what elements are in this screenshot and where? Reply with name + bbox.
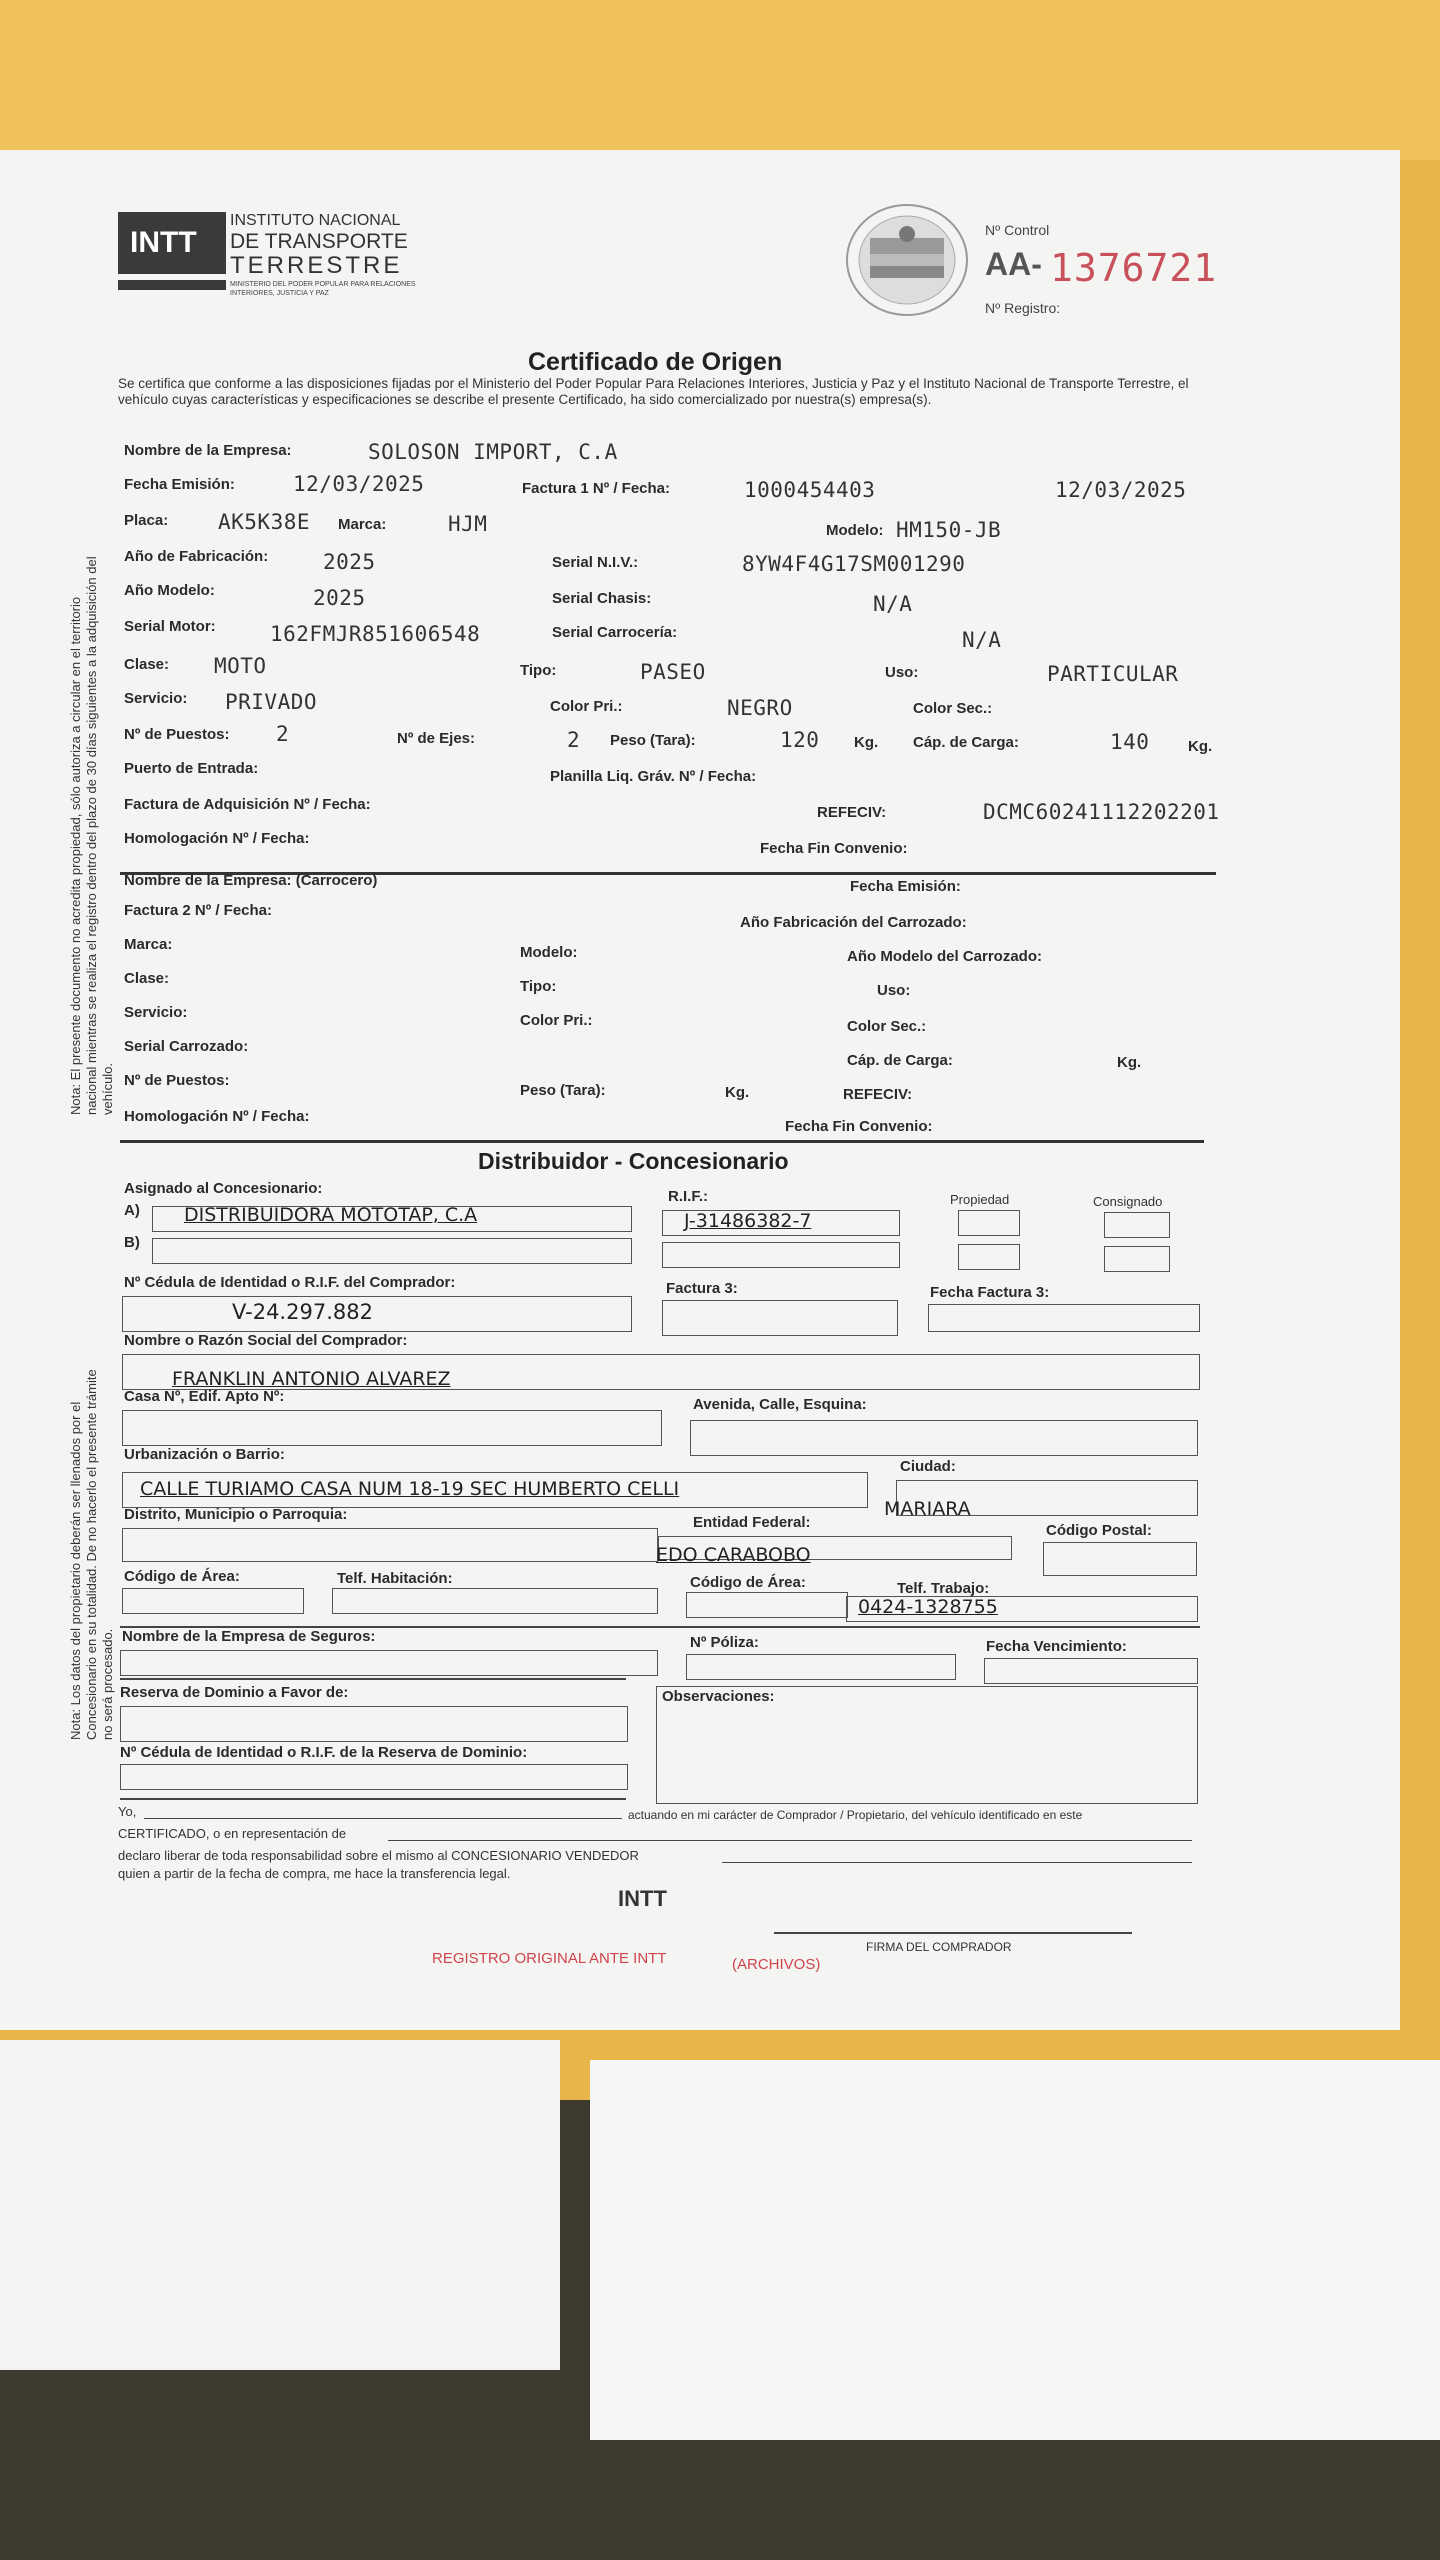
- urbanizacion-label: Urbanización o Barrio:: [124, 1446, 285, 1463]
- certificate-document: [0, 150, 1400, 2030]
- concesionario-b-field[interactable]: [152, 1238, 632, 1264]
- side-note-2: Nota: Los datos del propietario deberán ser llenados por el Concesionario en su totalidad. De no hacerlo el presente trámite no será procesado.: [68, 1369, 115, 1740]
- carrocero-color-pri-label: Color Pri.:: [520, 1012, 593, 1029]
- rif-b-field[interactable]: [662, 1242, 900, 1268]
- side-note-1: Nota: El presente documento no acredita propiedad, sólo autoriza a circular en el territorio nacional mientras se realiza el registro dentro del plazo de 30 días siguientes a la adquisición del vehículo.: [68, 556, 115, 1115]
- placa-value: AK5K38E: [218, 510, 311, 534]
- fin-convenio-label: Fecha Fin Convenio:: [760, 840, 908, 857]
- firma-label: FIRMA DEL COMPRADOR: [866, 1940, 1012, 1954]
- distrito-label: Distrito, Municipio o Parroquia:: [124, 1506, 348, 1523]
- peso-label: Peso (Tara):: [610, 732, 696, 749]
- yo-line: [144, 1818, 622, 1819]
- institute-line3: TERRESTRE: [230, 252, 403, 279]
- avenida-label: Avenida, Calle, Esquina:: [693, 1396, 867, 1413]
- fecha-factura3-field[interactable]: [928, 1304, 1200, 1332]
- factura1-fecha-value: 12/03/2025: [1055, 478, 1187, 502]
- fecha-emision-label: Fecha Emisión:: [124, 476, 235, 493]
- intro-text: Se certifica que conforme a las disposiciones fijadas por el Ministerio del Poder Popular Para Relaciones Interiores, Justicia y Paz y el Instituto Nacional de Transporte Terrestre, el vehículo cuyas características y especificaciones se describe el presente Certificado, ha sido comercializado por nuestra(s) empresa(s).: [118, 376, 1189, 407]
- page-title: Certificado de Origen: [528, 348, 783, 376]
- carrocero-anio-modelo-label: Año Modelo del Carrozado:: [847, 948, 1042, 965]
- row-b-label: B): [124, 1234, 140, 1251]
- carga-label: Cáp. de Carga:: [913, 734, 1019, 751]
- carga-kg: Kg.: [1188, 738, 1213, 755]
- codigo-postal-field[interactable]: [1043, 1542, 1197, 1576]
- consignado-b-checkbox[interactable]: [1104, 1246, 1170, 1272]
- section-divider-2: [120, 1140, 1204, 1143]
- propiedad-label: Propiedad: [950, 1192, 1010, 1207]
- entidad-label: Entidad Federal:: [693, 1514, 811, 1531]
- color-pri-label: Color Pri.:: [550, 698, 623, 715]
- telf-hab-label: Telf. Habitación:: [337, 1570, 453, 1587]
- puestos-value: 2: [276, 722, 290, 746]
- vencimiento-label: Fecha Vencimiento:: [986, 1638, 1127, 1655]
- avenida-field[interactable]: [690, 1420, 1198, 1456]
- concesionario-a-value: DISTRIBUIDORA MOTOTAP, C.A: [184, 1204, 478, 1226]
- factura1-label: Factura 1 Nº / Fecha:: [522, 480, 671, 497]
- ciudad-value: MARIARA: [884, 1498, 971, 1520]
- rif-a-value: J-31486382-7: [684, 1210, 812, 1232]
- declaration-line2: CERTIFICADO, o en representación de: [118, 1826, 347, 1841]
- carrocero-puestos-label: Nº de Puestos:: [124, 1072, 230, 1089]
- registro-label: Nº Registro:: [985, 300, 1061, 316]
- carrocero-homologacion-label: Homologación Nº / Fecha:: [124, 1108, 310, 1125]
- cedula-field[interactable]: [122, 1296, 632, 1332]
- carrocero-anio-fab-label: Año Fabricación del Carrozado:: [740, 914, 967, 931]
- carrocero-empresa-label: Nombre de la Empresa: (Carrocero): [124, 872, 378, 889]
- empresa-label: Nombre de la Empresa:: [124, 442, 292, 459]
- declaration-line1-end: actuando en mi carácter de Comprador / Propietario, del vehículo identificado en este: [628, 1808, 1083, 1822]
- carrocero-refeciv-label: REFECIV:: [843, 1086, 913, 1103]
- carrocero-carga-label: Cáp. de Carga:: [847, 1052, 953, 1069]
- poliza-label: Nº Póliza:: [690, 1634, 759, 1651]
- declaration-line4: quien a partir de la fecha de compra, me hace la transferencia legal.: [118, 1866, 511, 1881]
- serial-motor-value: 162FMJR851606548: [270, 622, 481, 646]
- codigo-area-field[interactable]: [122, 1588, 304, 1614]
- anio-modelo-value: 2025: [313, 586, 366, 610]
- carrocero-uso-label: Uso:: [877, 982, 911, 999]
- codigo-area2-field[interactable]: [686, 1592, 848, 1618]
- carrocero-color-sec-label: Color Sec.:: [847, 1018, 927, 1035]
- codigo-area2-label: Código de Área:: [690, 1574, 806, 1591]
- carrocero-modelo-label: Modelo:: [520, 944, 578, 961]
- carrocero-peso-label: Peso (Tara):: [520, 1082, 606, 1099]
- cedula-reserva-field[interactable]: [120, 1764, 628, 1790]
- propiedad-a-checkbox[interactable]: [958, 1210, 1020, 1236]
- coat-of-arms-seal: [842, 200, 972, 320]
- razon-social-label: Nombre o Razón Social del Comprador:: [124, 1332, 408, 1349]
- reserva-divider: [120, 1798, 626, 1800]
- casa-label: Casa Nº, Edif. Apto Nº:: [124, 1388, 285, 1405]
- insurance-divider: [120, 1678, 626, 1680]
- serial-motor-label: Serial Motor:: [124, 618, 216, 635]
- peso-value: 120: [780, 728, 820, 752]
- puerto-label: Puerto de Entrada:: [124, 760, 259, 777]
- refeciv-value: DCMC60241112202201: [983, 800, 1220, 824]
- serial-chasis-value: N/A: [873, 592, 913, 616]
- puestos-label: Nº de Puestos:: [124, 726, 230, 743]
- concesionario-line: [722, 1862, 1192, 1863]
- tipo-value: PASEO: [640, 660, 706, 684]
- consignado-label: Consignado: [1093, 1194, 1163, 1209]
- color-sec-label: Color Sec.:: [913, 700, 993, 717]
- codigo-postal-label: Código Postal:: [1046, 1522, 1152, 1539]
- ejes-label: Nº de Ejes:: [397, 730, 476, 747]
- serial-niv-value: 8YW4F4G17SM001290: [742, 552, 966, 576]
- razon-social-value: FRANKLIN ANTONIO ALVAREZ: [172, 1368, 451, 1390]
- clase-label: Clase:: [124, 656, 170, 673]
- carrocero-fecha-label: Fecha Emisión:: [850, 878, 961, 895]
- casa-field[interactable]: [122, 1410, 662, 1446]
- factura3-label: Factura 3:: [666, 1280, 738, 1297]
- placa-label: Placa:: [124, 512, 169, 529]
- tipo-label: Tipo:: [520, 662, 557, 679]
- carrocero-peso-kg: Kg.: [725, 1084, 750, 1101]
- telf-trabajo-label: Telf. Trabajo:: [897, 1580, 990, 1597]
- carga-value: 140: [1110, 730, 1150, 754]
- modelo-label: Modelo:: [826, 522, 884, 539]
- distrito-field[interactable]: [122, 1528, 658, 1562]
- telf-hab-field[interactable]: [332, 1588, 658, 1614]
- control-prefix: AA-: [985, 246, 1042, 282]
- distribuidor-heading: Distribuidor - Concesionario: [478, 1148, 789, 1174]
- uso-label: Uso:: [885, 664, 919, 681]
- cedula-reserva-label: Nº Cédula de Identidad o R.I.F. de la Reserva de Dominio:: [120, 1744, 528, 1761]
- observaciones-label: Observaciones:: [662, 1688, 775, 1705]
- control-number: 1376721: [1050, 246, 1218, 290]
- urbanizacion-value: CALLE TURIAMO CASA NUM 18-19 SEC HUMBERTO CELLI: [140, 1478, 680, 1500]
- peso-kg: Kg.: [854, 734, 879, 751]
- color-pri-value: NEGRO: [727, 696, 793, 720]
- uso-value: PARTICULAR: [1047, 662, 1179, 686]
- institute-line2: DE TRANSPORTE: [230, 230, 408, 253]
- asignado-label: Asignado al Concesionario:: [124, 1180, 323, 1197]
- anio-fab-label: Año de Fabricación:: [124, 548, 269, 565]
- marca-value: HJM: [448, 512, 488, 536]
- intt-logo: [118, 212, 226, 274]
- seguros-field[interactable]: [120, 1650, 658, 1676]
- declaration-yo: Yo,: [118, 1804, 137, 1819]
- serial-carroceria-label: Serial Carrocería:: [552, 624, 678, 641]
- carrocero-fin-convenio-label: Fecha Fin Convenio:: [785, 1118, 933, 1135]
- factura-adq-label: Factura de Adquisición Nº / Fecha:: [124, 796, 371, 813]
- logo-box-text: INTT: [130, 226, 197, 259]
- fecha-emision-value: 12/03/2025: [293, 472, 425, 496]
- carrocero-carga-kg: Kg.: [1117, 1054, 1142, 1071]
- row-a-label: A): [124, 1202, 140, 1219]
- factura2-label: Factura 2 Nº / Fecha:: [124, 902, 273, 919]
- poliza-field[interactable]: [686, 1654, 956, 1680]
- serial-niv-label: Serial N.I.V.:: [552, 554, 639, 571]
- observaciones-field[interactable]: [656, 1686, 1198, 1804]
- registro-original-stamp: REGISTRO ORIGINAL ANTE INTT: [432, 1950, 667, 1967]
- carrocero-servicio-label: Servicio:: [124, 1004, 188, 1021]
- rif-label: R.I.F.:: [668, 1188, 708, 1205]
- serial-carroceria-value: N/A: [962, 628, 1002, 652]
- marca-label: Marca:: [338, 516, 387, 533]
- institute-line1: INSTITUTO NACIONAL: [230, 212, 401, 229]
- empresa-value: SOLOSON IMPORT, C.A: [368, 440, 618, 464]
- signature-line: [774, 1932, 1132, 1934]
- modelo-value: HM150-JB: [896, 518, 1002, 542]
- footer-intt: INTT: [618, 1886, 667, 1911]
- propiedad-b-checkbox[interactable]: [958, 1244, 1020, 1270]
- ejes-value: 2: [567, 728, 581, 752]
- carrocero-clase-label: Clase:: [124, 970, 170, 987]
- entidad-value: EDO CARABOBO: [656, 1544, 811, 1566]
- representacion-line: [388, 1840, 1192, 1841]
- seguros-label: Nombre de la Empresa de Seguros:: [122, 1628, 376, 1645]
- reserva-label: Reserva de Dominio a Favor de:: [120, 1684, 349, 1701]
- clase-value: MOTO: [214, 654, 267, 678]
- telf-trabajo-value: 0424-1328755: [858, 1596, 998, 1618]
- anio-modelo-label: Año Modelo:: [124, 582, 215, 599]
- vencimiento-field[interactable]: [984, 1658, 1198, 1684]
- factura1-value: 1000454403: [744, 478, 876, 502]
- homologacion-label: Homologación Nº / Fecha:: [124, 830, 310, 847]
- paper-sheet-right: [590, 2060, 1440, 2440]
- carrocero-serial-label: Serial Carrozado:: [124, 1038, 249, 1055]
- refeciv-label: REFECIV:: [817, 804, 887, 821]
- reserva-field[interactable]: [120, 1706, 628, 1742]
- archivos-stamp: (ARCHIVOS): [732, 1956, 821, 1973]
- servicio-label: Servicio:: [124, 690, 188, 707]
- ministry-text: MINISTERIO DEL PODER POPULAR PARA RELACIONES INTERIORES, JUSTICIA Y PAZ: [230, 281, 416, 297]
- logo-stripe: [118, 280, 226, 290]
- carrocero-marca-label: Marca:: [124, 936, 173, 953]
- fecha-factura3-label: Fecha Factura 3:: [930, 1284, 1050, 1301]
- servicio-value: PRIVADO: [225, 690, 318, 714]
- serial-chasis-label: Serial Chasis:: [552, 590, 652, 607]
- codigo-area-label: Código de Área:: [124, 1568, 240, 1585]
- anio-fab-value: 2025: [323, 550, 376, 574]
- carrocero-tipo-label: Tipo:: [520, 978, 557, 995]
- cedula-value: V-24.297.882: [232, 1300, 373, 1324]
- ciudad-label: Ciudad:: [900, 1458, 956, 1475]
- paper-sheet-left: [0, 2040, 560, 2370]
- consignado-a-checkbox[interactable]: [1104, 1212, 1170, 1238]
- factura3-field[interactable]: [662, 1300, 898, 1336]
- planilla-label: Planilla Liq. Gráv. Nº / Fecha:: [550, 768, 757, 785]
- control-label: Nº Control: [985, 222, 1050, 238]
- declaration-line3: declaro liberar de toda responsabilidad sobre el mismo al CONCESIONARIO VENDEDOR: [118, 1848, 639, 1863]
- cedula-label: Nº Cédula de Identidad o R.I.F. del Comprador:: [124, 1274, 456, 1291]
- envelope-flap: [0, 0, 1440, 160]
